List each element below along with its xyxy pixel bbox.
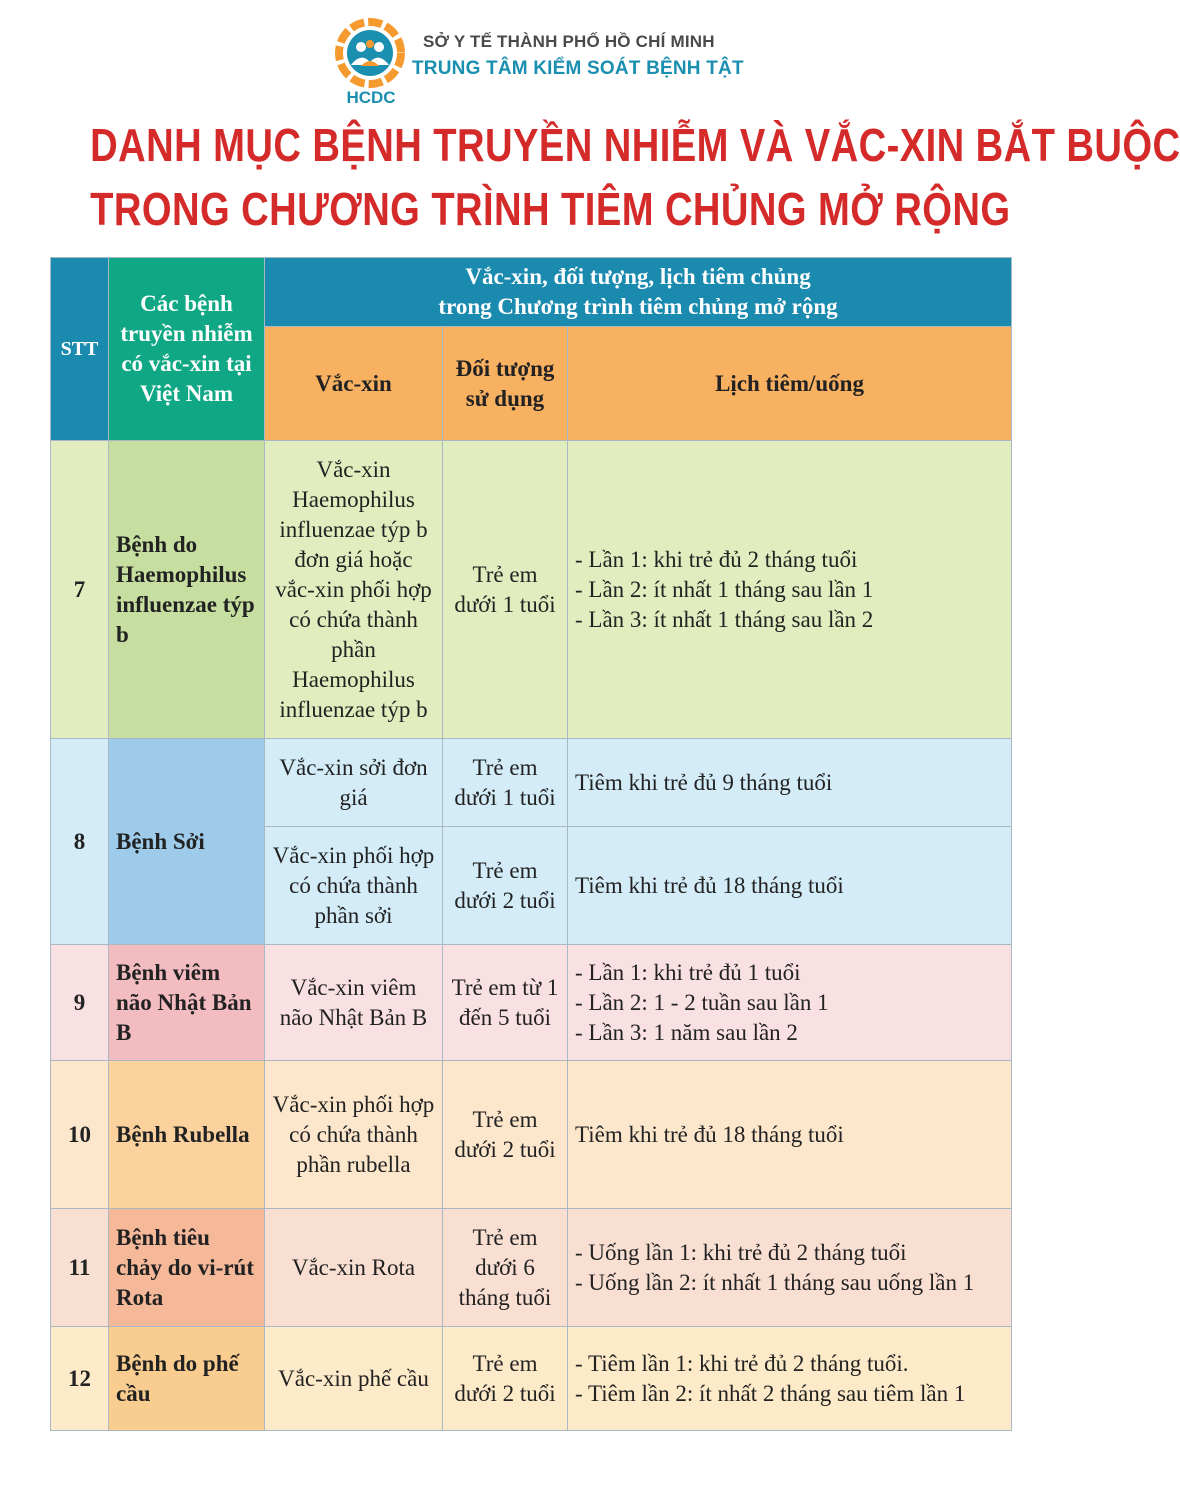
row-schedule: Tiêm khi trẻ đủ 18 tháng tuổi <box>568 827 1012 945</box>
schedule-line: - Uống lần 2: ít nhất 1 tháng sau uống lần 1 <box>575 1269 975 1295</box>
schedule-line: - Lần 1: khi trẻ đủ 2 tháng tuổi <box>575 546 858 572</box>
header-vaccine: Vắc-xin <box>265 327 443 441</box>
table-row <box>51 1061 1012 1209</box>
header-group-line1: Vắc-xin, đối tượng, lịch tiêm chủng <box>465 264 811 289</box>
schedule-line: - Lần 3: 1 năm sau lần 2 <box>575 1019 798 1045</box>
header-schedule: Lịch tiêm/uống <box>568 327 1012 441</box>
row-schedule: Tiêm khi trẻ đủ 9 tháng tuổi <box>568 739 1012 827</box>
table-row <box>51 739 1012 827</box>
row-schedule <box>568 1061 1012 1209</box>
row-schedule <box>568 1327 1012 1431</box>
row-target: Trẻ em dưới 1 tuổi <box>443 739 568 827</box>
schedule-line: - Lần 1: khi trẻ đủ 1 tuổi <box>575 959 801 985</box>
header-disease: Các bệnh truyền nhiễm có vắc-xin tại Việt Nam <box>109 258 265 441</box>
vaccine-table <box>50 257 1012 1431</box>
row-disease: Bệnh viêm não Nhật Bản B <box>109 945 265 1061</box>
schedule-line: Tiêm khi trẻ đủ 18 tháng tuổi <box>575 1121 844 1147</box>
row-disease: Bệnh do Haemophilus influenzae týp b <box>109 441 265 739</box>
schedule-line: - Lần 2: ít nhất 1 tháng sau lần 1 <box>575 576 874 602</box>
page-title-line2: TRONG CHƯƠNG TRÌNH TIÊM CHỦNG MỞ RỘNG <box>90 183 1011 235</box>
row-vaccine: Vắc-xin phối hợp có chứa thành phần sởi <box>265 827 443 945</box>
row-schedule <box>568 1209 1012 1327</box>
schedule-line: - Lần 2: 1 - 2 tuần sau lần 1 <box>575 989 829 1015</box>
row-disease: Bệnh Rubella <box>109 1061 265 1209</box>
row-stt: 9 <box>51 945 109 1061</box>
schedule-line: - Lần 3: ít nhất 1 tháng sau lần 2 <box>575 606 874 632</box>
row-stt: 8 <box>51 739 109 945</box>
row-disease: Bệnh tiêu chảy do vi-rút Rota <box>109 1209 265 1327</box>
row-vaccine: Vắc-xin viêm não Nhật Bản B <box>265 945 443 1061</box>
header-group-line2: trong Chương trình tiêm chủng mở rộng <box>438 294 838 319</box>
row-target: Trẻ em dưới 6 tháng tuổi <box>443 1209 568 1327</box>
schedule-line: - Tiêm lần 1: khi trẻ đủ 2 tháng tuổi. <box>575 1350 909 1376</box>
row-disease: Bệnh do phế cầu <box>109 1327 265 1431</box>
org-name: TRUNG TÂM KIỂM SOÁT BỆNH TẬT <box>412 58 744 79</box>
row-disease: Bệnh Sởi <box>109 739 265 945</box>
header-stt: STT <box>51 258 109 441</box>
header-target <box>443 327 568 441</box>
header-target-line1: Đối tượng <box>455 355 555 381</box>
header-group <box>265 258 1012 327</box>
table-row <box>51 945 1012 1061</box>
logo-abbr: HCDC <box>346 88 396 107</box>
page-title-line1: DANH MỤC BỆNH TRUYỀN NHIỄM VÀ VẮC-XIN BẮT BUỘC <box>90 119 1180 171</box>
row-target: Trẻ em dưới 2 tuổi <box>443 827 568 945</box>
row-stt: 7 <box>51 441 109 739</box>
schedule-line: - Tiêm lần 2: ít nhất 2 tháng sau tiêm lần 1 <box>575 1380 966 1406</box>
table-row <box>51 1209 1012 1327</box>
header-target-line2: sử dụng <box>465 385 545 411</box>
row-schedule <box>568 441 1012 739</box>
row-stt: 11 <box>51 1209 109 1327</box>
table-row <box>51 1327 1012 1431</box>
hcdc-logo <box>335 18 405 88</box>
row-target: Trẻ em dưới 1 tuổi <box>443 441 568 739</box>
row-vaccine: Vắc-xin phối hợp có chứa thành phần rubella <box>265 1061 443 1209</box>
row-vaccine: Vắc-xin Rota <box>265 1209 443 1327</box>
table-row <box>51 441 1012 739</box>
row-stt: 12 <box>51 1327 109 1431</box>
row-vaccine: Vắc-xin phế cầu <box>265 1327 443 1431</box>
row-vaccine: Vắc-xin sởi đơn giá <box>265 739 443 827</box>
row-target: Trẻ em dưới 2 tuổi <box>443 1327 568 1431</box>
org-parent-name: SỞ Y TẾ THÀNH PHỐ HỒ CHÍ MINH <box>423 32 715 51</box>
row-vaccine: Vắc-xin Haemophilus influenzae týp b đơn giá hoặc vắc-xin phối hợp có chứa thành phần Haemophilus influenzae týp b <box>265 441 443 739</box>
row-stt: 10 <box>51 1061 109 1209</box>
row-target: Trẻ em dưới 2 tuổi <box>443 1061 568 1209</box>
row-schedule <box>568 945 1012 1061</box>
row-target: Trẻ em từ 1 đến 5 tuổi <box>443 945 568 1061</box>
schedule-line: - Uống lần 1: khi trẻ đủ 2 tháng tuổi <box>575 1239 907 1265</box>
